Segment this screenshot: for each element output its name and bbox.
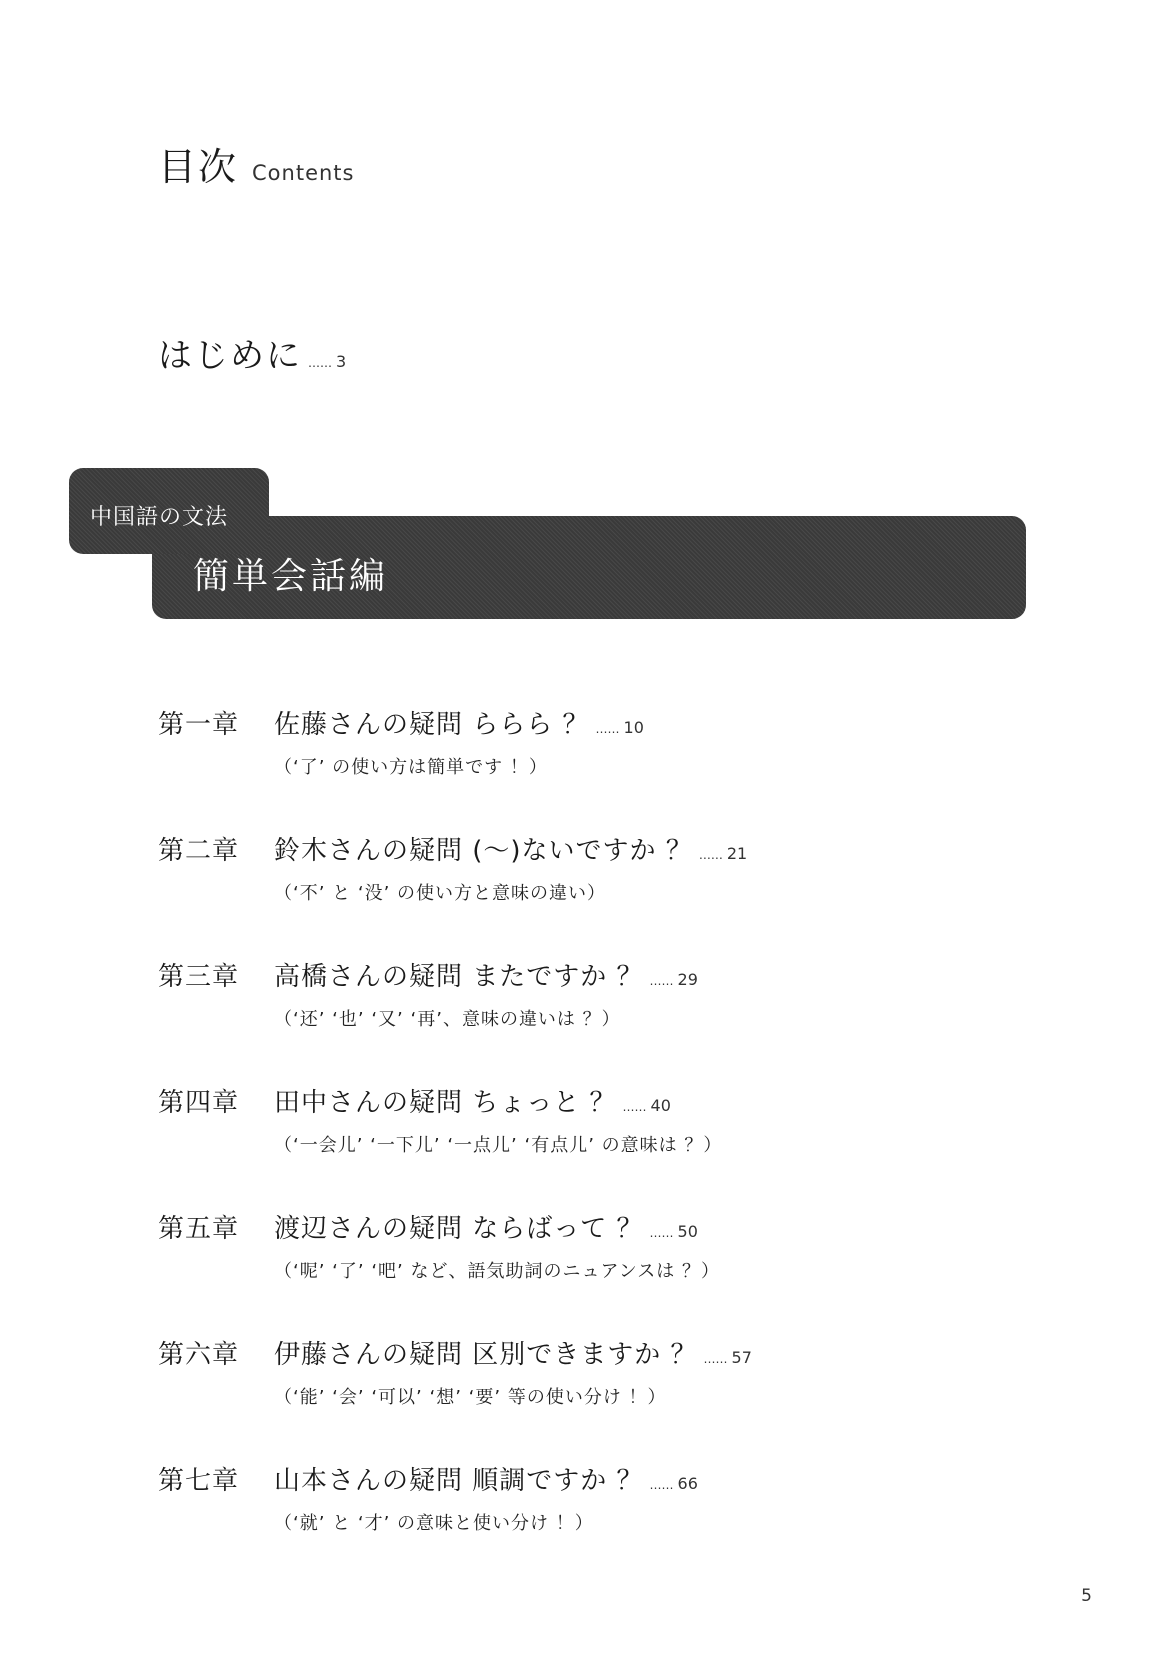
intro-leader-dots: …… <box>308 356 332 370</box>
chapter-number: 第四章 <box>158 1088 240 1118</box>
toc-chapter-6[interactable] <box>158 1334 1058 1409</box>
chapter-subtitle: （‘还’ ‘也’ ‘又’ ‘再’、意味の違いは ？） <box>274 1009 621 1030</box>
chapter-page-number: 57 <box>731 1348 752 1367</box>
intro-label: はじめに <box>158 336 302 376</box>
leader-dots: …… <box>595 722 620 736</box>
toc-chapter-2[interactable] <box>158 830 1058 905</box>
section-title: 簡単会話編 <box>193 556 389 597</box>
chapter-subtitle: （‘就’ と ‘才’ の意味と使い分け ！） <box>274 1513 594 1534</box>
leader-dots: …… <box>703 1352 728 1366</box>
chapter-page-number: 29 <box>677 970 698 989</box>
chapter-number: 第三章 <box>158 962 240 992</box>
chapter-title: 佐藤さんの疑問 ららら ？ <box>274 710 590 740</box>
chapter-subtitle: （‘能’ ‘会’ ‘可以’ ‘想’ ‘要’ 等の使い分け ！） <box>274 1387 667 1408</box>
chapter-page-number: 50 <box>677 1222 698 1241</box>
toc-heading <box>158 136 354 191</box>
chapter-number: 第六章 <box>158 1340 240 1370</box>
toc-chapter-7[interactable] <box>158 1460 1058 1535</box>
toc-chapter-1[interactable] <box>158 704 1058 779</box>
toc-chapter-4[interactable] <box>158 1082 1058 1157</box>
chapter-title: 高橋さんの疑問 またですか ？ <box>274 962 644 992</box>
toc-entry-intro[interactable] <box>158 328 346 377</box>
chapter-subtitle: （‘了’ の使い方は簡単です ！） <box>274 757 548 778</box>
chapter-subtitle: （‘呢’ ‘了’ ‘吧’ など、語気助詞のニュアンスは ？） <box>274 1261 720 1282</box>
section-tag: 中国語の文法 <box>90 505 229 530</box>
chapter-number: 第二章 <box>158 836 240 866</box>
chapter-page-number: 21 <box>726 844 748 863</box>
chapter-title: 鈴木さんの疑問 (～)ないですか ？ <box>274 836 693 866</box>
leader-dots: …… <box>649 974 674 988</box>
toc-heading-jp: 目次 <box>158 145 239 189</box>
chapter-page-number: 40 <box>650 1096 671 1115</box>
chapter-subtitle: （‘不’ と ‘没’ の使い方と意味の違い） <box>274 883 607 904</box>
chapter-title: 山本さんの疑問 順調ですか ？ <box>274 1466 644 1496</box>
chapter-subtitle: （‘一会儿’ ‘一下儿’ ‘一点儿’ ‘有点儿’ の意味は ？） <box>274 1135 723 1156</box>
toc-chapter-5[interactable] <box>158 1208 1058 1283</box>
chapter-title: 渡辺さんの疑問 ならばって ？ <box>274 1214 644 1244</box>
chapter-page-number: 10 <box>623 718 644 737</box>
toc-heading-en: Contents <box>252 161 355 185</box>
chapter-title: 田中さんの疑問 ちょっと ？ <box>274 1088 617 1118</box>
chapter-page-number: 66 <box>677 1474 698 1493</box>
leader-dots: …… <box>622 1100 647 1114</box>
page-number: 5 <box>1081 1586 1092 1606</box>
intro-page-number: 3 <box>336 352 347 371</box>
leader-dots: …… <box>698 848 723 862</box>
chapter-number: 第一章 <box>158 710 240 740</box>
chapter-title: 伊藤さんの疑問 区別できますか ？ <box>274 1340 698 1370</box>
toc-chapter-3[interactable] <box>158 956 1058 1031</box>
chapter-number: 第七章 <box>158 1466 240 1496</box>
chapter-number: 第五章 <box>158 1214 240 1244</box>
leader-dots: …… <box>649 1226 674 1240</box>
leader-dots: …… <box>649 1478 674 1492</box>
